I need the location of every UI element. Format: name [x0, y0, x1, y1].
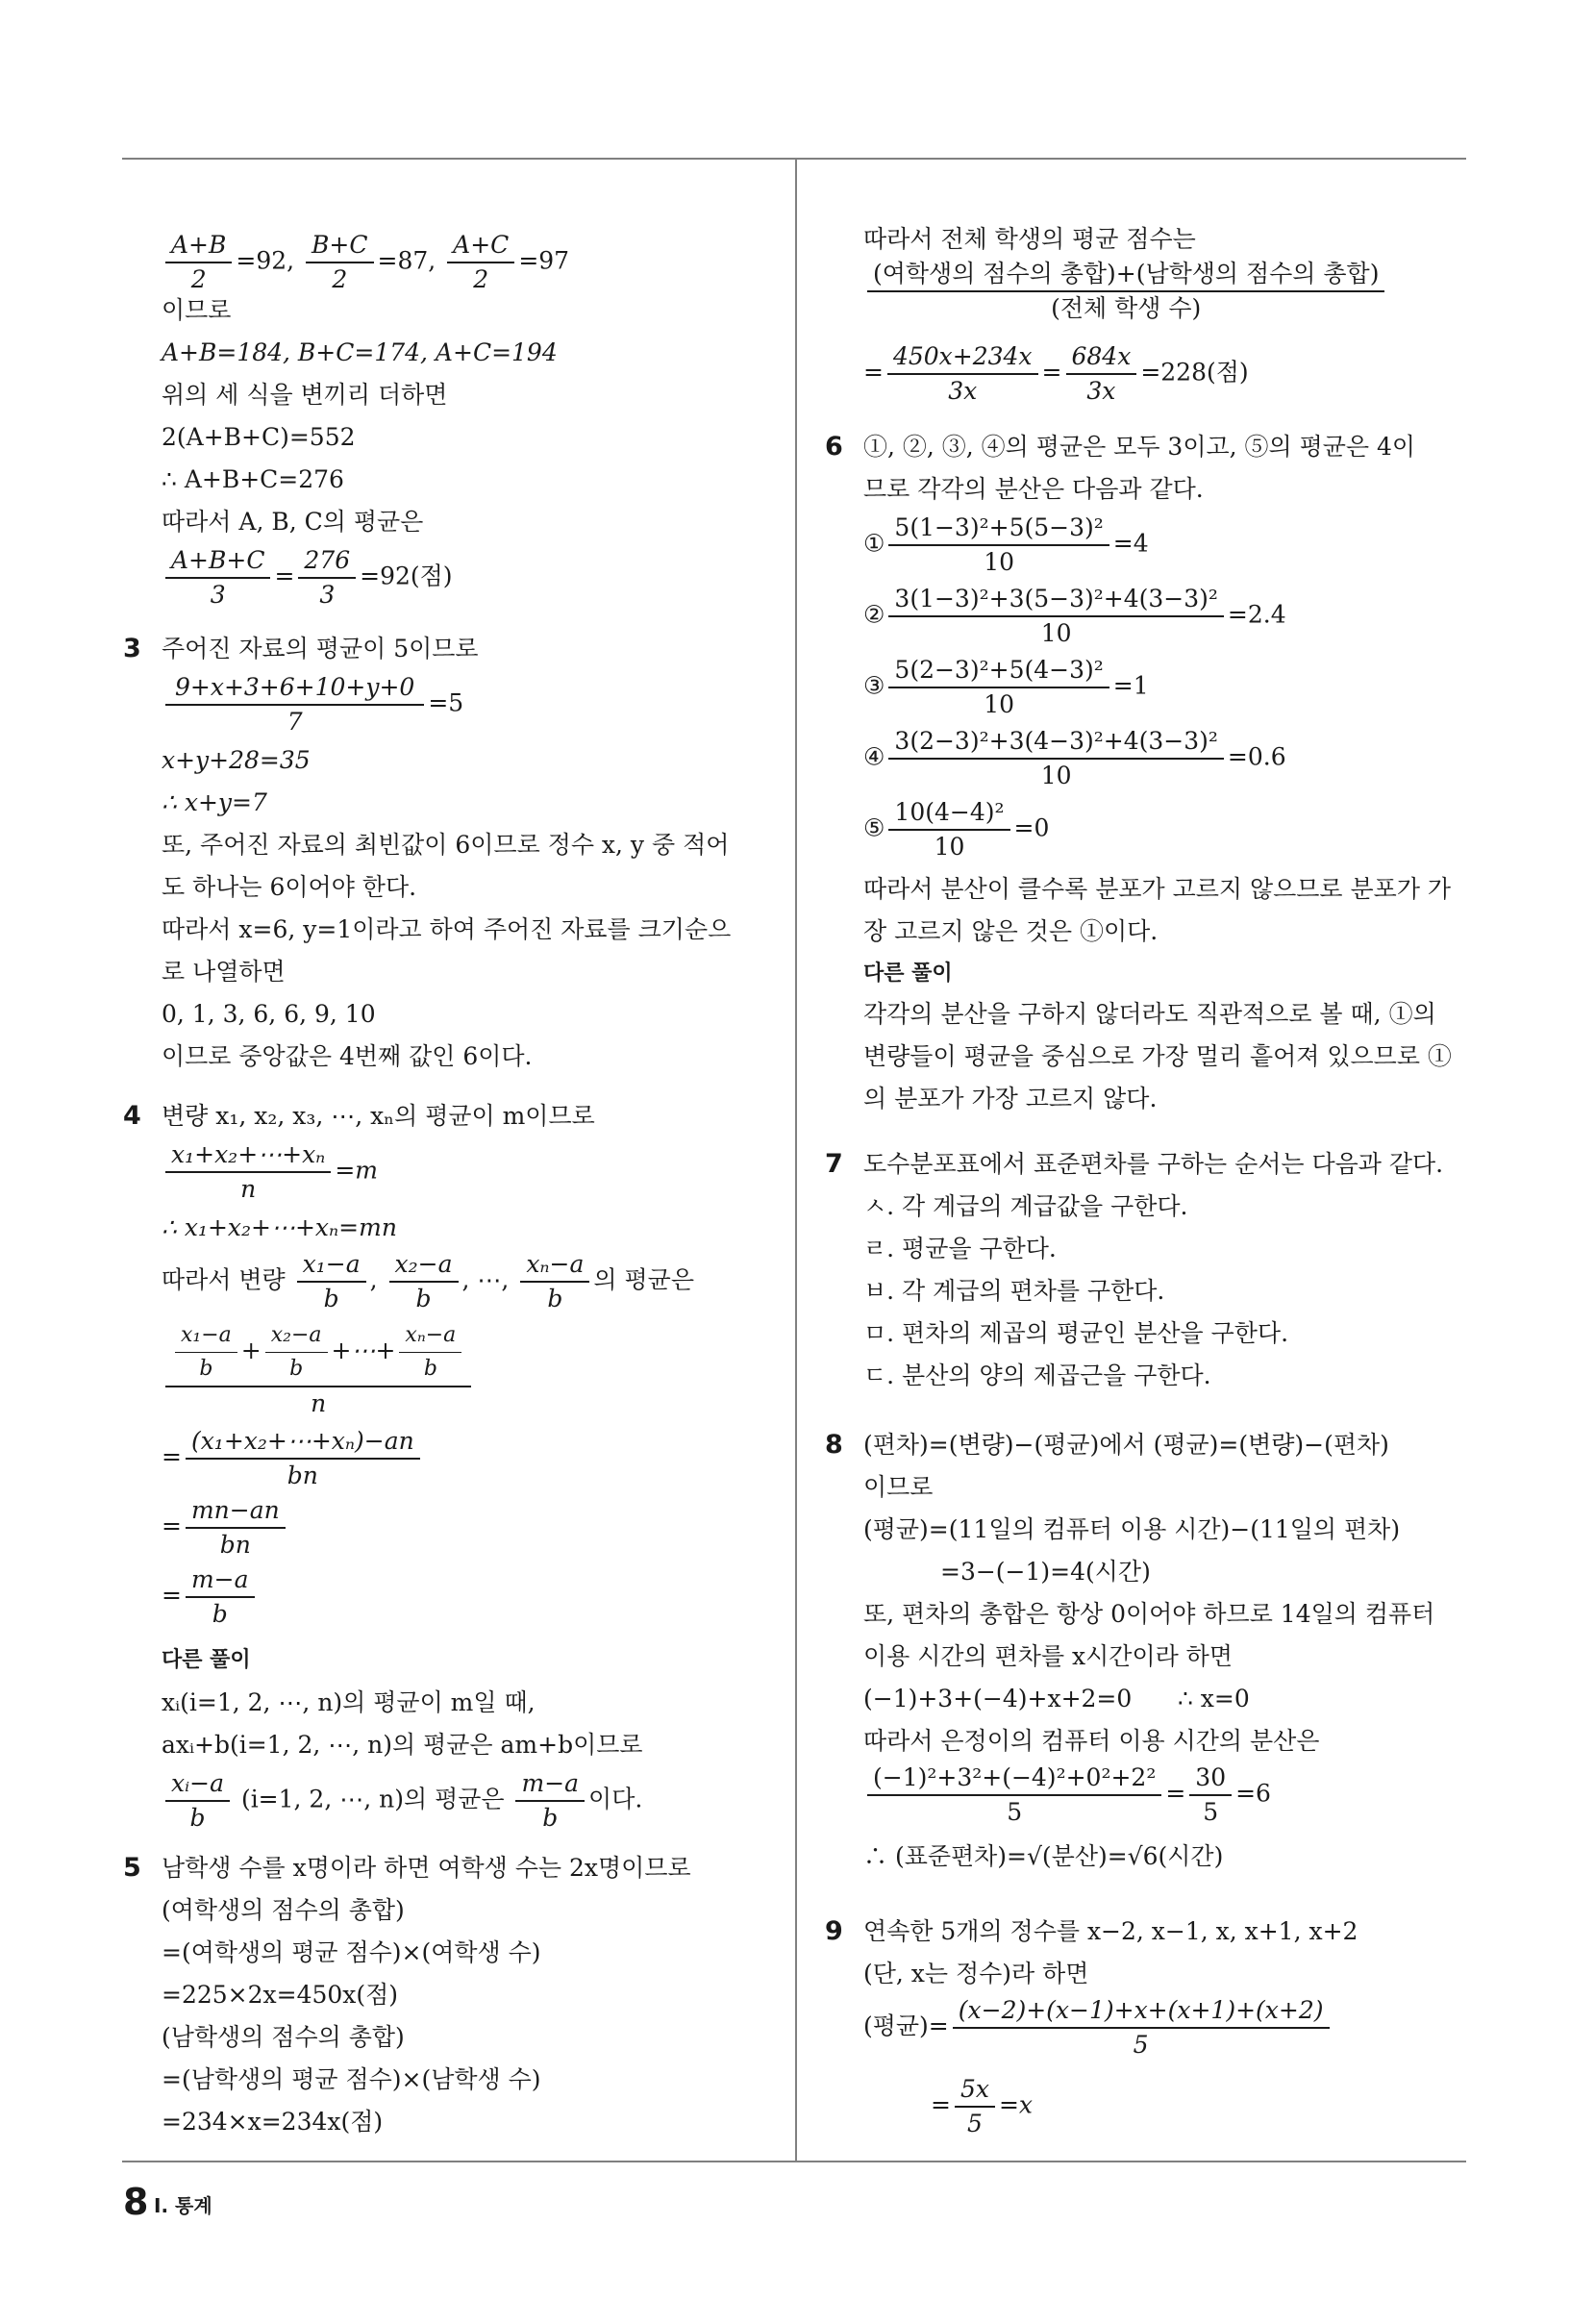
equation: = $\frac{m-a}{b}$: [162, 1565, 259, 1629]
text-line: (단, x는 정수)라 하면: [863, 1960, 1089, 1987]
equation: (평균)= $\frac{(x-2)+(x-1)+x+(x+1)+(x+2)}{5}$: [863, 1996, 1333, 2060]
text-line: 연속한 5개의 정수를 x−2, x−1, x, x+1, x+2: [863, 1917, 1358, 1945]
text-line: 따라서 분산이 클수록 분포가 고르지 않으므로 분포가 가: [863, 875, 1452, 903]
equation: A+B=184, B+C=174, A+C=194: [162, 338, 558, 366]
variance-row: ③ $\frac{\text{5(2−3)²+5(4−3)²}}{10}$ =1: [863, 656, 1149, 718]
eq-pair-averages: $\frac{A+B}{2}$ =92, $\frac{B+C}{2}$ =87, $\frac{A+C}{2}$ =97: [162, 231, 569, 294]
text-line: 이므로: [863, 1473, 934, 1501]
text-line: 이므로 중앙값은 4번째 값인 6이다.: [162, 1042, 533, 1070]
equation: = $\frac{450x+234x}{3x}$ = $\frac{684x}{3x}$ =228(점): [863, 342, 1249, 405]
equation: =225×2x=450x(점): [162, 1981, 399, 2009]
step-item: ㅅ. 각 계급의 계급값을 구한다.: [863, 1192, 1188, 1220]
text-line: xᵢ(i=1, 2, ⋯, n)의 평균이 m일 때,: [162, 1688, 536, 1716]
text-line: 따라서 x=6, y=1이라고 하여 주어진 자료를 크기순으: [162, 915, 732, 943]
problem-number: 8: [825, 1430, 843, 1460]
equation: = $\frac{\text{(x₁+x₂+⋯+xₙ)−an}}{bn}$: [162, 1427, 424, 1490]
chapter-label: Ⅰ. 통계: [154, 2194, 212, 2217]
variance-row: ⑤ $\frac{\text{10(4−4)²}}{10}$ =0: [863, 798, 1050, 861]
step-item: ㅂ. 각 계급의 편차를 구한다.: [863, 1277, 1165, 1305]
text-line: (여학생의 점수의 총합): [162, 1896, 405, 1924]
alternative-solution-heading: 다른 풀이: [162, 1648, 251, 1672]
equation: =3−(−1)=4(시간): [940, 1558, 1151, 1586]
variance-row: ④ $\frac{\text{3(2−3)²+3(4−3)²+4(3−3)²}}{10}$ =0.6: [863, 727, 1286, 789]
compound-fraction: $\frac{\text{x₁−a}}{b}$ + $\frac{\text{x₂−a}}{b}$ +⋯+ $\frac{\text{xₙ−a}}{b}$ n: [162, 1321, 475, 1418]
equation: $\frac{\text{(여학생의 점수의 총합)+(남학생의 점수의 총합)}}{\text{(전체 학생 수)}}$: [863, 260, 1388, 323]
step-item: ㄷ. 분산의 양의 제곱근을 구한다.: [863, 1362, 1211, 1389]
variance-row: ① $\frac{\text{5(1−3)²+5(5−3)²}}{10}$ =4: [863, 513, 1149, 576]
text-line: 각각의 분산을 구하지 않더라도 직관적으로 볼 때, ①의: [863, 1000, 1436, 1028]
problem-number: 7: [825, 1149, 843, 1179]
text-line: 변량들이 평균을 중심으로 가장 멀리 흩어져 있으므로 ①: [863, 1042, 1452, 1070]
data-list: 0, 1, 3, 6, 6, 9, 10: [162, 1000, 376, 1028]
text-line: 주어진 자료의 평균이 5이므로: [162, 635, 479, 662]
text-line: 또, 주어진 자료의 최빈값이 6이므로 정수 x, y 중 적어: [162, 831, 730, 859]
equation: (평균)=(11일의 컴퓨터 이용 시간)−(11일의 편차): [863, 1515, 1401, 1543]
step-item: ㄹ. 평균을 구한다.: [863, 1235, 1057, 1262]
text-line: 도 하나는 6이어야 한다.: [162, 873, 417, 901]
bottom-rule: [122, 2161, 1466, 2162]
equation: ∴ A+B+C=276: [162, 465, 344, 493]
text-line: 이용 시간의 편차를 x시간이라 하면: [863, 1642, 1233, 1670]
text-line: 남학생 수를 x명이라 하면 여학생 수는 2x명이므로: [162, 1854, 691, 1882]
text-line: 따라서 은정이의 컴퓨터 이용 시간의 분산은: [863, 1727, 1320, 1755]
text-line: 므로 각각의 분산은 다음과 같다.: [863, 475, 1204, 503]
step-item: ㅁ. 편차의 제곱의 평균인 분산을 구한다.: [863, 1319, 1289, 1347]
equation: = $\frac{mn-an}{bn}$: [162, 1496, 289, 1560]
text-line: 따라서 변량 $\frac{\text{x₁−a}}{b}$ , $\frac{\text{x₂−a}}{b}$ , ⋯, $\frac{\text{xₙ−a}}{b}$ 의 평균은: [162, 1250, 694, 1312]
equation: $\frac{\text{(−1)²+3²+(−4)²+0²+2²}}{5}$ = $\frac{30}{5}$ =6: [863, 1763, 1271, 1827]
variance-row: ② $\frac{\text{3(1−3)²+3(5−3)²+4(3−3)²}}{10}$ =2.4: [863, 585, 1286, 647]
text-line: 또, 편차의 총합은 항상 0이어야 하므로 14일의 컴퓨터: [863, 1600, 1435, 1628]
problem-number: 3: [123, 634, 141, 663]
equation: ∴ x₁+x₂+⋯+xₙ=mn: [162, 1213, 397, 1241]
problem-number: 6: [825, 432, 843, 462]
equation: 2(A+B+C)=552: [162, 423, 356, 451]
text-line: (편차)=(변량)−(평균)에서 (평균)=(변량)−(편차): [863, 1431, 1389, 1459]
text-line: 위의 세 식을 변끼리 더하면: [162, 381, 448, 409]
text-line: 의 분포가 가장 고르지 않다.: [863, 1085, 1158, 1112]
equation: $\frac{\text{x₁+x₂+⋯+xₙ}}{n}$ =m: [162, 1140, 378, 1204]
column-divider: [795, 160, 797, 2161]
text-line: 따라서 전체 학생의 평균 점수는: [863, 225, 1196, 253]
text-line: $\frac{\text{xᵢ−a}}{b}$ (i=1, 2, ⋯, n)의 평균은 $\frac{m-a}{b}$ 이다.: [162, 1769, 642, 1833]
equation: $\frac{9+x+3+6+10+y+0}{7}$ =5: [162, 673, 463, 737]
eq-average-result: $\frac{A+B+C}{3}$ = $\frac{276}{3}$ =92(점): [162, 546, 453, 610]
page-number: 8: [123, 2181, 149, 2223]
alternative-solution-heading: 다른 풀이: [863, 962, 953, 986]
text-line: 도수분포표에서 표준편차를 구하는 순서는 다음과 같다.: [863, 1150, 1444, 1178]
text-line: ①, ②, ③, ④의 평균은 모두 3이고, ⑤의 평균은 4이: [863, 433, 1416, 461]
text-line: axᵢ+b(i=1, 2, ⋯, n)의 평균은 am+b이므로: [162, 1731, 643, 1759]
text-line: (남학생의 점수의 총합): [162, 2023, 405, 2051]
problem-number: 5: [123, 1853, 141, 1883]
text-line: 따라서 A, B, C의 평균은: [162, 508, 424, 536]
problem-number: 4: [123, 1101, 141, 1131]
text-line: =(여학생의 평균 점수)×(여학생 수): [162, 1938, 541, 1966]
equation: (−1)+3+(−4)+x+2=0 ∴ x=0: [863, 1685, 1250, 1712]
text-line: 이므로: [162, 296, 232, 324]
equation: ∴ (표준편차)=√(분산)=√6(시간): [863, 1842, 1224, 1870]
top-rule: [122, 158, 1466, 160]
equation: x+y+28=35: [162, 746, 311, 774]
equation: ∴ x+y=7: [162, 788, 267, 816]
text-line: =(남학생의 평균 점수)×(남학생 수): [162, 2065, 541, 2093]
text-line: 변량 x₁, x₂, x₃, ⋯, xₙ의 평균이 m이므로: [162, 1102, 595, 1130]
equation: = $\frac{5x}{5}$ =x: [931, 2075, 1034, 2137]
equation: =234×x=234x(점): [162, 2108, 384, 2136]
text-line: 장 고르지 않은 것은 ①이다.: [863, 917, 1159, 945]
problem-number: 9: [825, 1916, 843, 1946]
text-line: 로 나열하면: [162, 958, 286, 986]
